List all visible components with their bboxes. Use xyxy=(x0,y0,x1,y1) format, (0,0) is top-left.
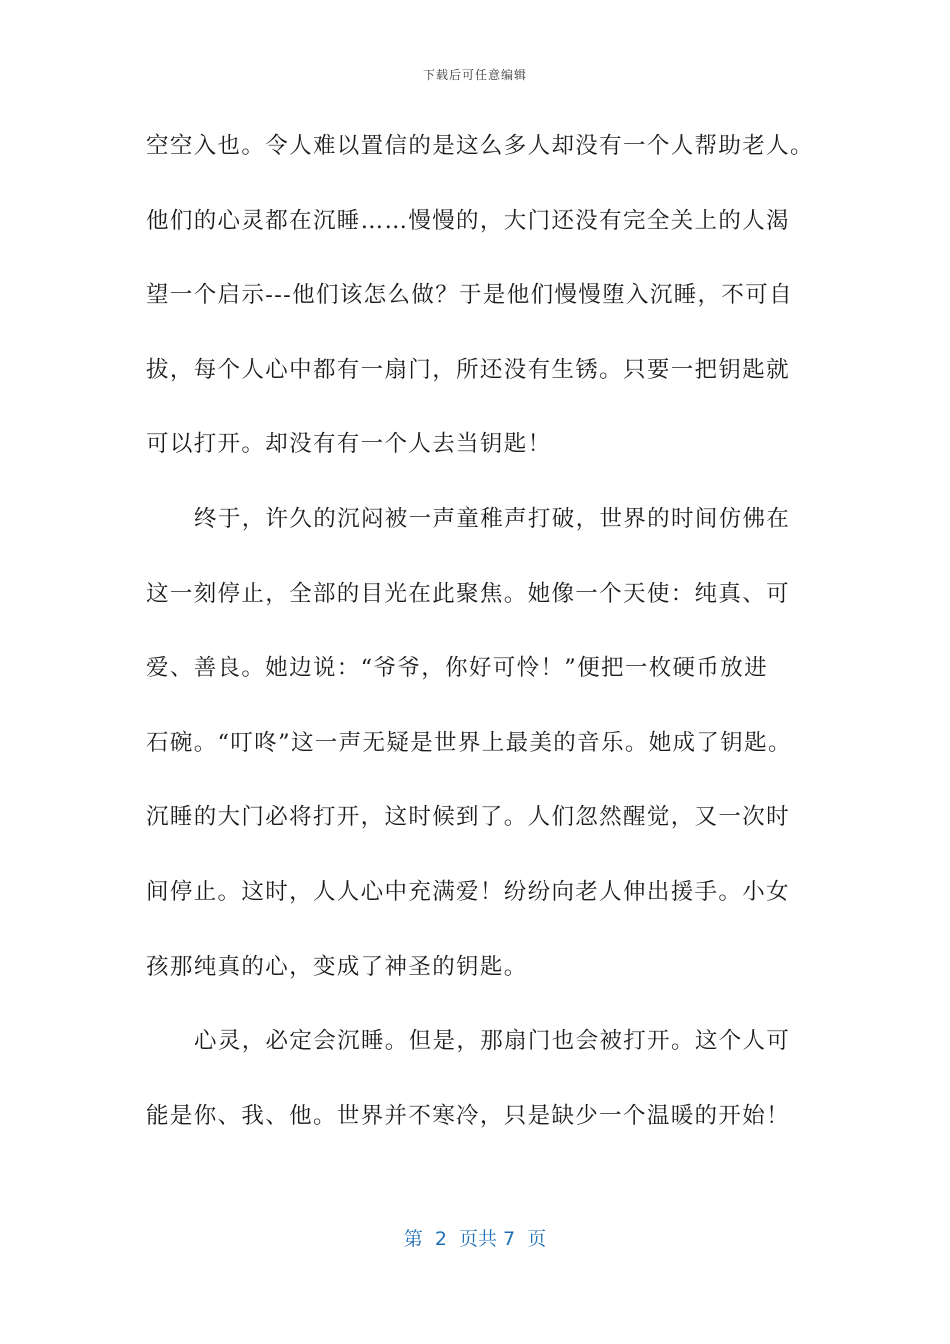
text-line: 沉睡的大门必将打开，这时候到了。人们忽然醒觉，又一次时 xyxy=(146,804,790,831)
text-line: 他们的心灵都在沉睡……慢慢的，大门还没有完全关上的人渴 xyxy=(146,207,790,234)
text-line: 望一个启示---他们该怎么做？于是他们慢慢堕入沉睡，不可自 xyxy=(146,282,793,309)
text-line: 空空入也。令人难以置信的是这么多人却没有一个人帮助老人。 xyxy=(146,133,814,159)
page-header-note: 下载后可任意编辑 xyxy=(422,68,527,82)
text-line: 石碗。“叮咚”这一声无疑是世界上最美的音乐。她成了钥匙。 xyxy=(146,729,792,756)
text-line: 可以打开。却没有有一个人去当钥匙！ xyxy=(146,431,552,458)
text-line: 孩那纯真的心，变成了神圣的钥匙。 xyxy=(146,953,528,980)
text-line: 拔，每个人心中都有一扇门，所还没有生锈。只要一把钥匙就 xyxy=(146,356,790,383)
page-number: 第 2 页共 7 页 xyxy=(403,1228,547,1250)
paragraph-start-line: 心灵，必定会沉睡。但是，那扇门也会被打开。这个人可 xyxy=(194,1028,791,1055)
text-line: 间停止。这时，人人心中充满爱！纷纷向老人伸出援手。小女 xyxy=(146,878,790,905)
document-body xyxy=(146,122,814,1166)
text-line: 能是你、我、他。世界并不寒冷，只是缺少一个温暖的开始！ xyxy=(146,1102,790,1129)
text-line: 这一刻停止，全部的目光在此聚焦。她像一个天使：纯真、可 xyxy=(146,580,790,607)
paragraph-start-line: 终于，许久的沉闷被一声童稚声打破，世界的时间仿佛在 xyxy=(194,505,791,532)
text-line: 爱、善良。她边说：“爷爷，你好可怜！”便把一枚硬币放进 xyxy=(146,655,768,682)
